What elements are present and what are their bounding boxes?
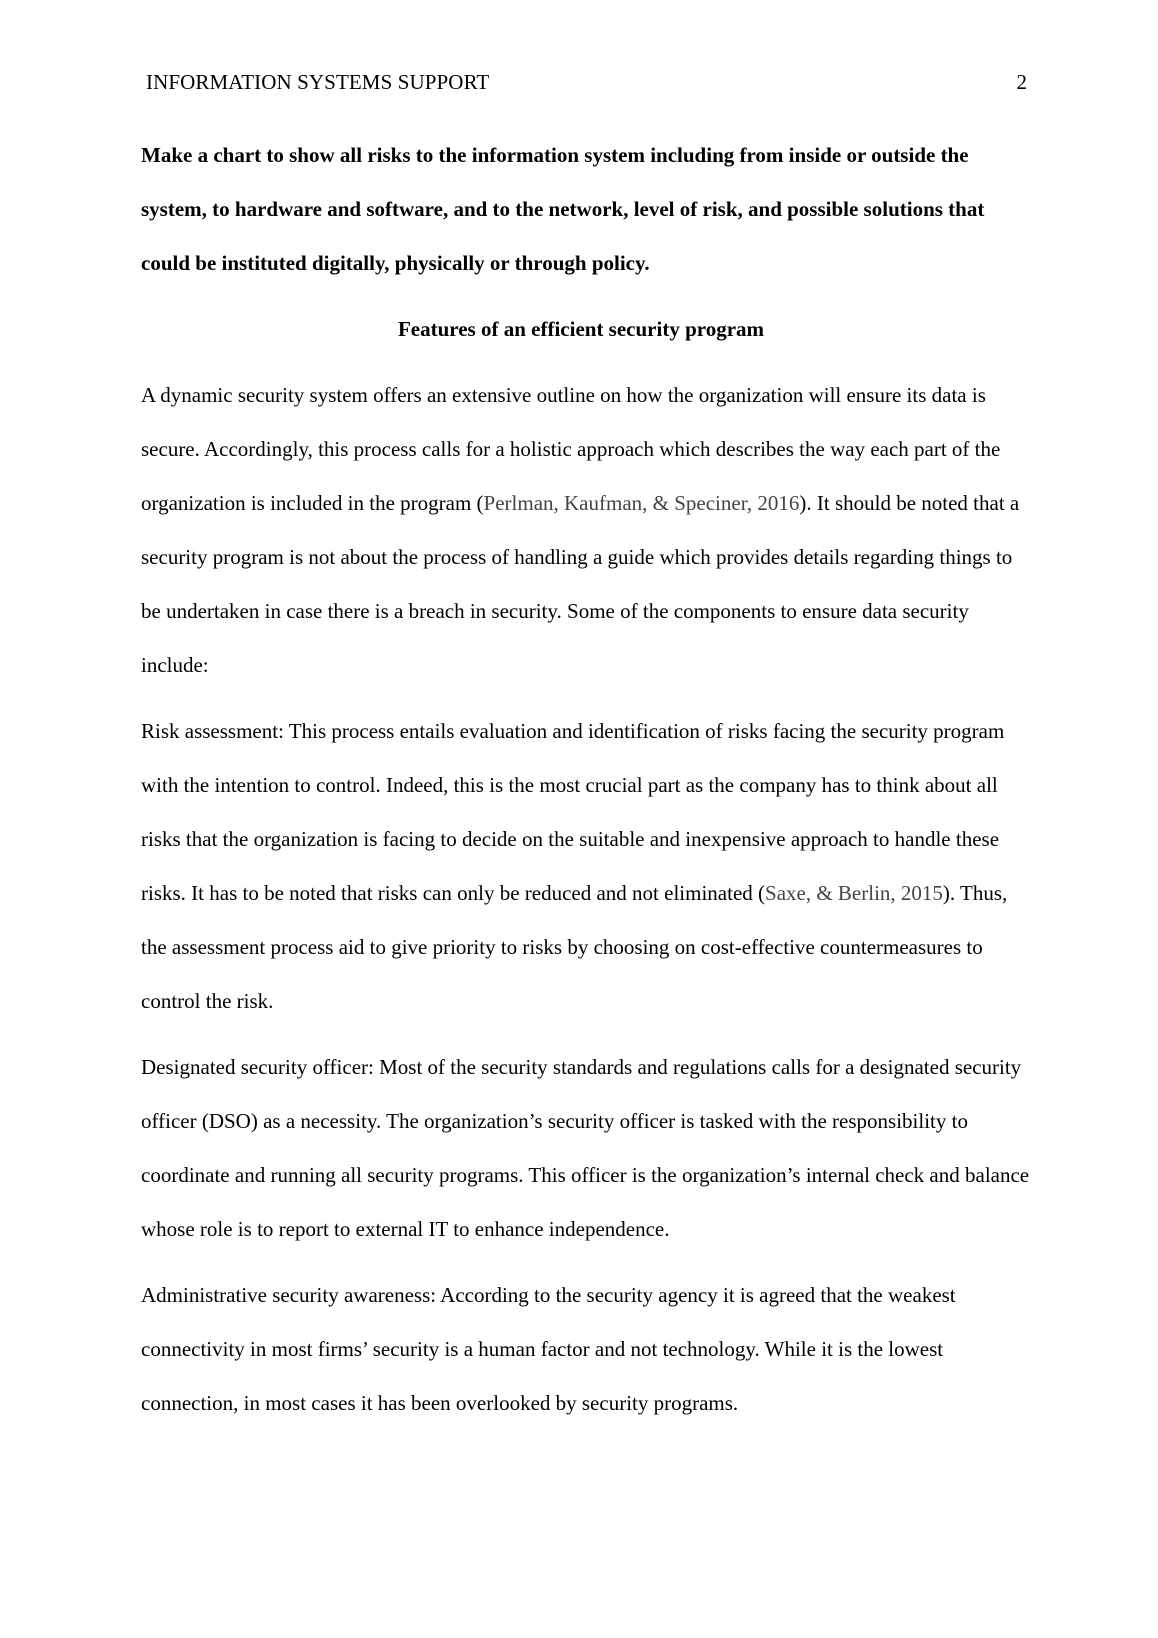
- paragraph-text: A dynamic security system offers an extensive outline on how the organization will ensure its data is secure. Accordingly, this process calls for a holistic approach which describes the way each part of the organization is included in the program (: [141, 383, 1001, 515]
- assignment-prompt: Make a chart to show all risks to the information system including from inside or outside the system, to hardware and software, and to the network, level of risk, and possible solutions that could be instituted digitally, physically or through policy.: [141, 143, 985, 275]
- paragraph-risk-assessment: [141, 704, 1031, 1028]
- paragraph-intro: [141, 368, 1031, 692]
- citation: Saxe, & Berlin, 2015: [765, 881, 943, 905]
- page-number: 2: [1016, 70, 1027, 94]
- paragraph-text: ). It should be noted that a security program is not about the process of handling a guide which provides details regarding things to be undertaken in case there is a breach in security. Some of the components to ensure data security include:: [141, 491, 1020, 677]
- paragraph-text: ). Thus, the assessment process aid to give priority to risks by choosing on cost-effective countermeasures to control the risk.: [141, 881, 1008, 1013]
- paragraph-text: Designated security officer: Most of the security standards and regulations calls for a designated security officer (DSO) as a necessity. The organization’s security officer is tasked with the responsibility to coordinate and running all security programs. This officer is the organization’s internal check and balance whose role is to report to external IT to enhance independence.: [141, 1055, 1030, 1241]
- section-heading: Features of an efficient security program: [397, 317, 765, 341]
- paragraph-security-awareness: [141, 1268, 1031, 1430]
- paragraph-text: Risk assessment: This process entails evaluation and identification of risks facing the security program with the intention to control. Indeed, this is the most crucial part as the company has to think about all risks that the organization is facing to decide on the suitable and inexpensive approach to handle these risks. It has to be noted that risks can only be reduced and not eliminated (: [141, 719, 1005, 905]
- running-head: INFORMATION SYSTEMS SUPPORT: [146, 70, 490, 94]
- paragraph-text: Administrative security awareness: According to the security agency it is agreed that the weakest connectivity in most firms’ security is a human factor and not technology. While it is the lowest connection, in most cases it has been overlooked by security programs.: [141, 1283, 956, 1415]
- paragraph-security-officer: [141, 1040, 1031, 1256]
- document-body: [141, 128, 1031, 1430]
- citation: Perlman, Kaufman, & Speciner, 2016: [483, 491, 800, 515]
